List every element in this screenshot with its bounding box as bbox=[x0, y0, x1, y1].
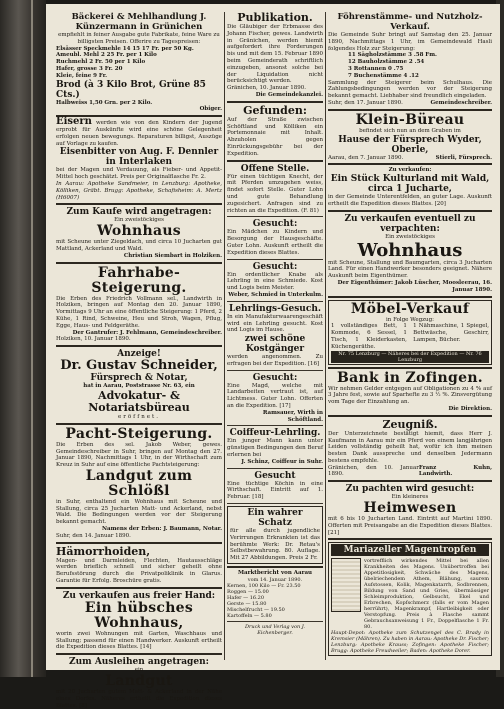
gesucht4-title: Gesucht bbox=[254, 470, 296, 481]
steigerung1-date: Holziken, 10. Januar 1890. bbox=[56, 336, 131, 343]
eisen-sub: bei der Magen und Verdauung, als Fieber- und Appetit-Mittel hoch geschätzt. Preis per Originalflasche Fr. 2. bbox=[56, 167, 222, 181]
divider bbox=[227, 101, 323, 103]
wohnhaus2-text: worin zwei Wohnungen mit Garten, Waschhaus und Stallung; passend für einen Handwerker. Auskunft ertheilt die Expedition dieses Blattes. [14] bbox=[56, 630, 222, 651]
gesucht4-text: Eine tüchtige Köchin in eine Wirthschaft. Eintritt auf 1. Februar. [18] bbox=[227, 480, 323, 501]
eisen-title: Eisern bbox=[56, 116, 92, 128]
anzeige-place: hat in Aarau, Poststrasse Nr. 63, ein bbox=[83, 383, 195, 390]
gesucht3-text: Eine Magd, welche mit Landarbeiten vertraut ist, auf Lichtmess. Guter Lohn. Offerten an die Expedition. [17] bbox=[227, 382, 323, 410]
divider bbox=[328, 367, 492, 369]
bakery-intro: empfiehlt in feiner Ausgabe gute Fabrikate, feine Ware zu billigsten Preisen. Offerire zu Tagespreisen: bbox=[58, 32, 220, 45]
wohnhaus3-title: Wohnhaus bbox=[357, 239, 463, 261]
divider bbox=[56, 542, 222, 544]
marktbericht bbox=[227, 570, 323, 636]
divider bbox=[56, 587, 222, 589]
bakery-item: Kleie, feine 9 Fr. bbox=[56, 72, 108, 79]
gesucht-ad-4 bbox=[227, 471, 323, 501]
coiffeur-sign: J. Schinz, Coiffeur in Suhr. bbox=[241, 458, 323, 465]
magen-title: Mariazeller Magentropfen bbox=[331, 544, 489, 556]
divider bbox=[328, 109, 492, 111]
divider bbox=[227, 566, 323, 568]
publ-date: Gränichen, 10. Januar 1890. bbox=[227, 85, 306, 92]
column-3 bbox=[328, 12, 492, 660]
wohnhaus-ad-2 bbox=[56, 591, 222, 651]
lehrling-ad bbox=[227, 304, 323, 368]
magen-text: vortrefflich wirkendes Mittel bei allen Krankheiten des Magens. Unübertroffen bei Appetitlosigkeit, Schwäche des Magens, übelriechendem Athem, Blähung, saurem Aufstossen, Kolik, Magenkatarrh, Sodbrennen, Bildung von Sand und Gries, übermässiger Schleimproduktion, Gelbsucht, Ekel und Erbrechen, Kopfschmerz (falls er vom Magen herrührt), Magenkrampf, Hartleibigkeit oder Verstopfung. Preis à Flasche sammt Gebrauchsanweisung 1 Fr., Doppelflasche 1 Fr. 80. bbox=[364, 558, 489, 631]
landgut-title: Landgut bbox=[105, 673, 173, 690]
column-1 bbox=[56, 12, 223, 709]
landgut-text: mit 20 Jucharten gutem Matt- & Ackerland in der Nähe eines Dorfes. Näheres ertheilt die Expedition dieses Blattes. [8] bbox=[56, 689, 222, 709]
wohnhaus1-title: Wohnhaus bbox=[97, 223, 181, 240]
divider bbox=[328, 163, 492, 165]
anzeige-office: Advokatur- & Notariatsbüreau bbox=[88, 388, 190, 414]
eisen-depot: In Aarau: Apotheke Sandmeier, in Lenzburg: Apotheke, Kölliken, Gräbt. Brugg: Apotheke, Schafisheim: A. Mertz (H6007) bbox=[56, 180, 222, 201]
holz-ad bbox=[328, 12, 492, 107]
divider bbox=[328, 210, 492, 212]
wohnhaus2-title: Ein hübsches Wohnhaus, bbox=[84, 599, 194, 631]
found-text: Auf der Straße zwischen Schöftland und Kölliken ein Portemonnaie mit Inhalt. Abzuholen gegen Einrückungsgebühr bei der Expedition. bbox=[227, 116, 323, 157]
verpacht-sub: Ein kleineres bbox=[391, 494, 429, 501]
lehrling-big: zwei schöne Kostgänger bbox=[244, 334, 306, 355]
gesucht2-sign: Weber, Schmied in Unterkulm. bbox=[228, 291, 323, 298]
kaufen-head: Zu verkaufen: bbox=[388, 167, 432, 174]
heimwesen-ad bbox=[328, 484, 492, 536]
lehrling-title: Lehrlings-Gesuch. bbox=[229, 303, 321, 314]
bakery-brot: Brod (à 3 Kilo Brot, Grüne 85 Cts.) bbox=[56, 79, 206, 100]
bank-text: Wir nehmen Gelder entgegen auf Obligationen zu 4 % auf 3 Jahre fest, sowie auf Sparhefte zu 3 ½ %. Zinsvergütung vom Tage der Einzahlung an. bbox=[328, 385, 492, 406]
newspaper-page bbox=[46, 4, 500, 709]
pacht-date: Suhr, den 14. Januar 1890. bbox=[56, 532, 131, 539]
zeugniss-title: Zeugniß. bbox=[382, 417, 438, 431]
holz-row: 12 Bauholzstämme 2 .54 bbox=[348, 59, 425, 66]
holz-text: Die Gemeinde Suhr bringt auf Samstag den 25. Januar 1890, Nachmittags 1 Uhr, im Gemeindewald Hasli folgendes Holz zur Steigerung: bbox=[328, 32, 492, 52]
lehrling-text: In ein Manufakturwaarengeschäft wird ein Lehrling gesucht. Kost und Logis im Hause. bbox=[227, 313, 323, 334]
zeugniss-sign: Franz Kuhn, Landwirth. bbox=[418, 464, 492, 478]
markt-row: Kartoffeln — 5.80 bbox=[227, 612, 272, 619]
schatz-title: Ein wahrer Schatz bbox=[247, 508, 303, 529]
markt-row: Mischelfrucht — 19.50 bbox=[227, 606, 285, 613]
wohnhaus3-head: Zu verkaufen eventuell zu verpachten: bbox=[344, 213, 476, 234]
moebel-ad bbox=[328, 300, 492, 365]
coiffeur-text: Ein junger Mann kann unter günstigen Bedingungen den Beruf erlernen bei bbox=[227, 438, 323, 459]
wohnhaus3-sign: Der Eigenthümer: Jakob Lüscher, Moosleerau, 16. Januar 1890. bbox=[337, 279, 492, 293]
divider bbox=[328, 480, 492, 482]
haemo-text: Magen- und Darmleiden, Flechten, Hautausschläge werden brieflich schnell und sicher geheilt ohne Berufsstörung durch die Privatpoliklinik in Glarus. Garantie für Erfolg. Broschüre gratis. bbox=[56, 557, 222, 585]
steigerung1-sign: Der Gantrufer: J. Fehlmann, Gemeindeschreiber. bbox=[72, 329, 222, 336]
publ-title: Publikation. bbox=[237, 11, 313, 24]
wohnhaus2-head: Zu verkaufen aus freier Hand: bbox=[62, 590, 216, 601]
zeugniss-text: Der Unterzeichnete bestätigt hiemit, dass Herr J. Kaufmann in Aarau mir ein Pferd von einem langjährigen Leiden vollständig geheilt hat, wofür ich ihm meinen besten Dank ausspreche und denselben Jedermann bestens empfehle. bbox=[328, 430, 492, 464]
magentropfen-ad bbox=[328, 542, 492, 656]
moebel-right: 1 Nähmaschine, 1 Spiegel, Bettwäsche, Geschirr, Lampen, Bücher. bbox=[413, 323, 489, 343]
gesucht1-title: Gesucht: bbox=[252, 219, 298, 230]
gesucht2-text: Ein ordentlicher Knabe als Lehrling in eine Schmiede. Kost und Logis beim Meister. bbox=[227, 271, 323, 292]
wohnhaus1-sign: Christian Siembart in Holziken. bbox=[123, 252, 222, 259]
divider bbox=[227, 259, 323, 260]
wohnhaus1-sub: Ein zweistöckiges bbox=[114, 217, 164, 224]
divider bbox=[56, 262, 222, 264]
divider bbox=[56, 423, 222, 425]
divider bbox=[56, 345, 222, 347]
binding-stitch bbox=[31, 0, 33, 677]
eisenbitter-ad bbox=[56, 116, 223, 201]
divider bbox=[227, 425, 323, 426]
bureau-ad bbox=[328, 113, 492, 162]
divider bbox=[227, 216, 323, 217]
schatz-text: für alle durch jugendliche Verirrungen Erkrankten ist das berühmte Werk: Dr. Retau's Selbstbewahrung. 80. Auflage. Mit 27 Abbildungen. Preis 2 Fr. bbox=[230, 528, 320, 562]
bakery-halbweiss: Halbweiss 1,50 Grn. per 2 Kilo. bbox=[56, 99, 153, 106]
divider bbox=[227, 160, 323, 162]
column-2 bbox=[227, 12, 323, 660]
eisen-text: werden wie von den Kindern der Jugend erprobt für Auskünfte wird eine schöne Gelegenheit erfolgen neuen bewegungs. Reparaturen billigst, Auszüge auf Vorlage zu kaufen. bbox=[56, 120, 223, 147]
holz-row: 11 Sägholzstämme 3 .58 Fm. bbox=[348, 52, 437, 59]
holz-row: 3 Rottannen 0 .75 bbox=[348, 65, 404, 72]
moebel-title: Möbel-Verkauf bbox=[350, 300, 470, 317]
kaufen-text: in der Gemeinde Unterentfelden, an guter Lage. Auskunft ertheilt die Expedition dieses Blattes. [20] bbox=[328, 194, 492, 207]
wohnhaus3-sub: Ein zweistöckiges bbox=[385, 233, 435, 240]
haemo-title: Hämorrhoiden, bbox=[56, 544, 151, 558]
divider bbox=[227, 370, 323, 371]
anzeige-ad bbox=[56, 349, 222, 421]
landgut-sub: ein bbox=[134, 667, 144, 674]
publ-text: Die Gläubiger der Erbmasse des Johann Fischer, gewes. Landwirth in Gränichen, werden hiemit aufgefordert ihre Forderungen bis und mit dem 15. Februar 1890 beim Gemeinderath schriftlich einzugeben, ansonst solche bei der Liquidation nicht berücksichtigt werden. bbox=[227, 24, 323, 85]
divider bbox=[227, 503, 323, 504]
lehrling-text2: werden angenommen. Zu erfragen bei der Expedition. [16] bbox=[227, 354, 323, 367]
divider bbox=[328, 538, 492, 540]
offene-stelle-ad bbox=[227, 164, 323, 215]
landgut-ad bbox=[56, 657, 222, 709]
gesucht3-sign: Ramsauer, Wirth in Schöftland. bbox=[262, 409, 323, 423]
coiffeur-title: Coiffeur-Lehrling. bbox=[229, 428, 321, 439]
verpacht-text: mit 6 bis 10 Jucharten Land. Eintritt auf Martini 1890. Offerten mit Preisangabe an die Expedition dieses Blattes. [21] bbox=[328, 516, 492, 536]
wohnhaus-ad-3 bbox=[328, 214, 492, 294]
medicine-bottle-illustration bbox=[331, 558, 361, 612]
bakery-ad bbox=[56, 12, 222, 113]
bakery-title: Bäckerei & Mehlhandlung J. Künzermann in Grünichen bbox=[71, 12, 207, 32]
bureau-sign: Stierli, Fürsprech. bbox=[435, 154, 492, 161]
moebel-sub: in Folge Wegzug: bbox=[386, 316, 434, 323]
coiffeur-ad bbox=[227, 428, 323, 465]
publ-sign: Die Gemeindekanzlei. bbox=[255, 91, 323, 98]
page-content bbox=[56, 11, 492, 709]
wohnhaus1-head: Zum Kaufe wird angetragen: bbox=[66, 207, 212, 218]
moebel-left: 1 vollständiges Bett, 1 Kommode, 6 Sessel, 1 Tisch, 1 Kleiderkasten, Küchengeräthe. bbox=[331, 323, 407, 350]
pacht-title: Pacht-Steigerung. bbox=[65, 425, 213, 442]
steigerung1-title: Fahrhabe-Steigerung. bbox=[91, 264, 187, 296]
bureau-place: Aarau, den 7. Januar 1890. bbox=[328, 154, 404, 161]
fahrhabe-ad bbox=[56, 266, 222, 344]
pacht-sign: Namens der Erben: J. Baumann, Notar. bbox=[102, 526, 222, 533]
bakery-sign: Obiger. bbox=[199, 106, 222, 113]
gesucht-ad-3 bbox=[227, 373, 323, 424]
stelle-title: Offene Stelle. bbox=[240, 163, 310, 174]
pacht-text2: in Suhr, enthaltend ein Wohnhaus mit Scheune und Stallung, circa 25 Jucharten Matt- und Ackerland, nebst Wald. Die Bedingungen werden vor der Steigerung bekannt gemacht. bbox=[56, 498, 222, 526]
bureau-title: Klein-Büreau bbox=[355, 111, 465, 128]
gesucht-ad-2 bbox=[227, 262, 323, 299]
anzeige-label: Anzeige! bbox=[117, 349, 161, 360]
divider bbox=[227, 468, 323, 469]
gesucht3-title: Gesucht: bbox=[252, 372, 298, 383]
bakery-item: Ruchmehl 2 Fr. 50 per 1 Kilo bbox=[56, 59, 146, 66]
book-binding bbox=[0, 0, 46, 677]
markt-foot: Druck und Verlag von J. Eichenberger. bbox=[245, 623, 305, 636]
bank-sign: Die Direktion. bbox=[448, 405, 492, 412]
markt-row: Gerste — 15.80 bbox=[227, 600, 267, 607]
pacht-text: Die Erben des sel. Jakob Weber, gewes. Gemeindeschreiber in Suhr, bringen auf Montag den 27. Januar 1890, Nachmittags 1 Uhr, in der Wirthschaft zum Kreuz in Suhr auf eine öffentliche Pachtsteigerung: bbox=[56, 441, 222, 469]
anzeige-role: Fürsprech & Notar, bbox=[90, 373, 188, 384]
holz-sign: Gemeindeschreiber. bbox=[430, 99, 492, 106]
anzeige-open: eröffnet. bbox=[117, 413, 161, 420]
kulturland-ad bbox=[328, 167, 492, 207]
markt-row: Roggen — 15.00 bbox=[227, 588, 269, 595]
publikation-ad bbox=[227, 12, 323, 99]
divider bbox=[227, 621, 323, 622]
verpacht-big: Heimwesen bbox=[363, 500, 457, 517]
markt-row: Kernen, 100 Kilo — Fr. 23.50 bbox=[227, 582, 301, 589]
gefunden-ad bbox=[227, 105, 323, 158]
column-rule-2 bbox=[325, 12, 326, 660]
markt-row: Hafer — 16.20 bbox=[227, 594, 265, 601]
wohnhaus1-text: mit Scheune unter Ziegeldach, und circa 10 Jucharten gut Mattland, Ackerland und Wald. bbox=[56, 239, 222, 252]
bakery-item: Ameubl. Mehl 2 25 Fr. per 1 Kilo bbox=[56, 52, 157, 59]
markt-title: Marktbericht von Aarau bbox=[237, 570, 313, 577]
markt-sub: vom 14. Januar 1890. bbox=[247, 576, 303, 583]
landgut-head: Zum Ausleihen angetragen: bbox=[69, 657, 209, 668]
gesucht-ad-1 bbox=[227, 219, 323, 256]
eisen-main: Eisenbitter von Aug. F. Dennler in Interlaken bbox=[59, 147, 219, 168]
holz-date: Suhr, den 17. Januar 1890. bbox=[328, 99, 403, 106]
kaufen-title: Ein Stück Kulturland mit Wald, circa 1 Jucharte, bbox=[330, 174, 490, 195]
verpacht-title: Zu pachten wird gesucht: bbox=[345, 484, 475, 495]
bakery-item: Elsässer Speckmehle 14 15 17 Fr. per 50 Kg. bbox=[56, 45, 194, 52]
bureau-name: Hause der Fürsprech Wyder, Oberle, bbox=[338, 134, 482, 155]
wohnhaus-ad-1 bbox=[56, 207, 222, 259]
divider bbox=[328, 415, 492, 417]
holz-text2: Sammlung der Steigerer beim Schulhaus. Die Zahlungsbedingungen werden vor der Steigerung bekannt gemacht. Liebhaber sind freundlich eingeladen. bbox=[328, 79, 492, 100]
holz-row: 7 Buchenstämme 4 .12 bbox=[348, 72, 419, 79]
stelle-text: Für einen tüchtigen Knecht, der mit Pferden umzugehen weiss, findet sofort Stelle. Guter Lohn und gute Behandlung zugesichert. Anfragen sind zu richten an die Expedition. (F. 81) bbox=[227, 173, 323, 214]
bureau-sub: befindet sich nun an dem Graben im bbox=[359, 127, 461, 134]
magen-depot: Haupt-Depot: Apotheke zum Schutzengel des C. Brady in Kremsier (Mähren). Zu haben in Aarau: Apotheke Dr. Fischer; Lenzburg: Apotheke Krauss; Zofingen: Apotheke Fischer; Brugg: Apotheke Freudweiler; Baden: Apotheke Dorer. bbox=[331, 630, 489, 655]
holz-title: Föhrenstämme- und Nutzholz-Verkauf. bbox=[337, 12, 483, 32]
anzeige-name: Dr. Gustav Schneider, bbox=[60, 358, 218, 374]
divider bbox=[56, 653, 222, 655]
zeugniss-date: Gränichen, den 10. Januar 1890. bbox=[328, 464, 419, 478]
bank-title: Bank in Zofingen. bbox=[337, 369, 483, 386]
schatz-ad bbox=[227, 506, 323, 564]
bank-ad bbox=[328, 371, 492, 413]
bakery-item: Hafer, grosse 3 Fr. 20 bbox=[56, 65, 123, 72]
haemorrhoiden-ad bbox=[56, 546, 222, 585]
gesucht1-text: Ein Mädchen zu Kindern und Besorgung der Hausgeschäfte. Guter Lohn. Auskunft ertheilt die Expedition dieses Blattes. bbox=[227, 229, 323, 256]
column-rule-1 bbox=[224, 12, 225, 660]
steigerung1-text: Die Erben des Friedrich Vollmann sel., Landwirth in Holziken, bringen auf Montag den 20. Januar 1890, Vormittags 9 Uhr an eine öffentliche Steigerung: 1 Pferd, 2 Kühe, 1 Rind, Schweine, Heu und Stroh, Wagen, Pflug, Egge, Haus- und Feldgeräthe. bbox=[56, 295, 222, 329]
pacht-ad bbox=[56, 427, 222, 540]
wohnhaus3-text: mit Scheune, Stallung und Baumgarten, circa 3 Jucharten Land. Für einen Handwerker besonders geeignet. Nähere Auskunft beim Eigenthümer. bbox=[328, 259, 492, 280]
divider bbox=[328, 296, 492, 298]
found-title: Gefunden: bbox=[243, 103, 307, 117]
pacht-title2: Landgut zum Schlößl bbox=[85, 467, 193, 499]
zeugniss-ad bbox=[328, 419, 492, 479]
moebel-foot: Nr. 75 Lenzburg — Näheres bei der Expedition — Nr. 76 Lenzburg bbox=[331, 351, 489, 363]
divider bbox=[56, 203, 222, 205]
divider bbox=[227, 301, 323, 302]
gesucht2-title: Gesucht: bbox=[252, 261, 298, 272]
